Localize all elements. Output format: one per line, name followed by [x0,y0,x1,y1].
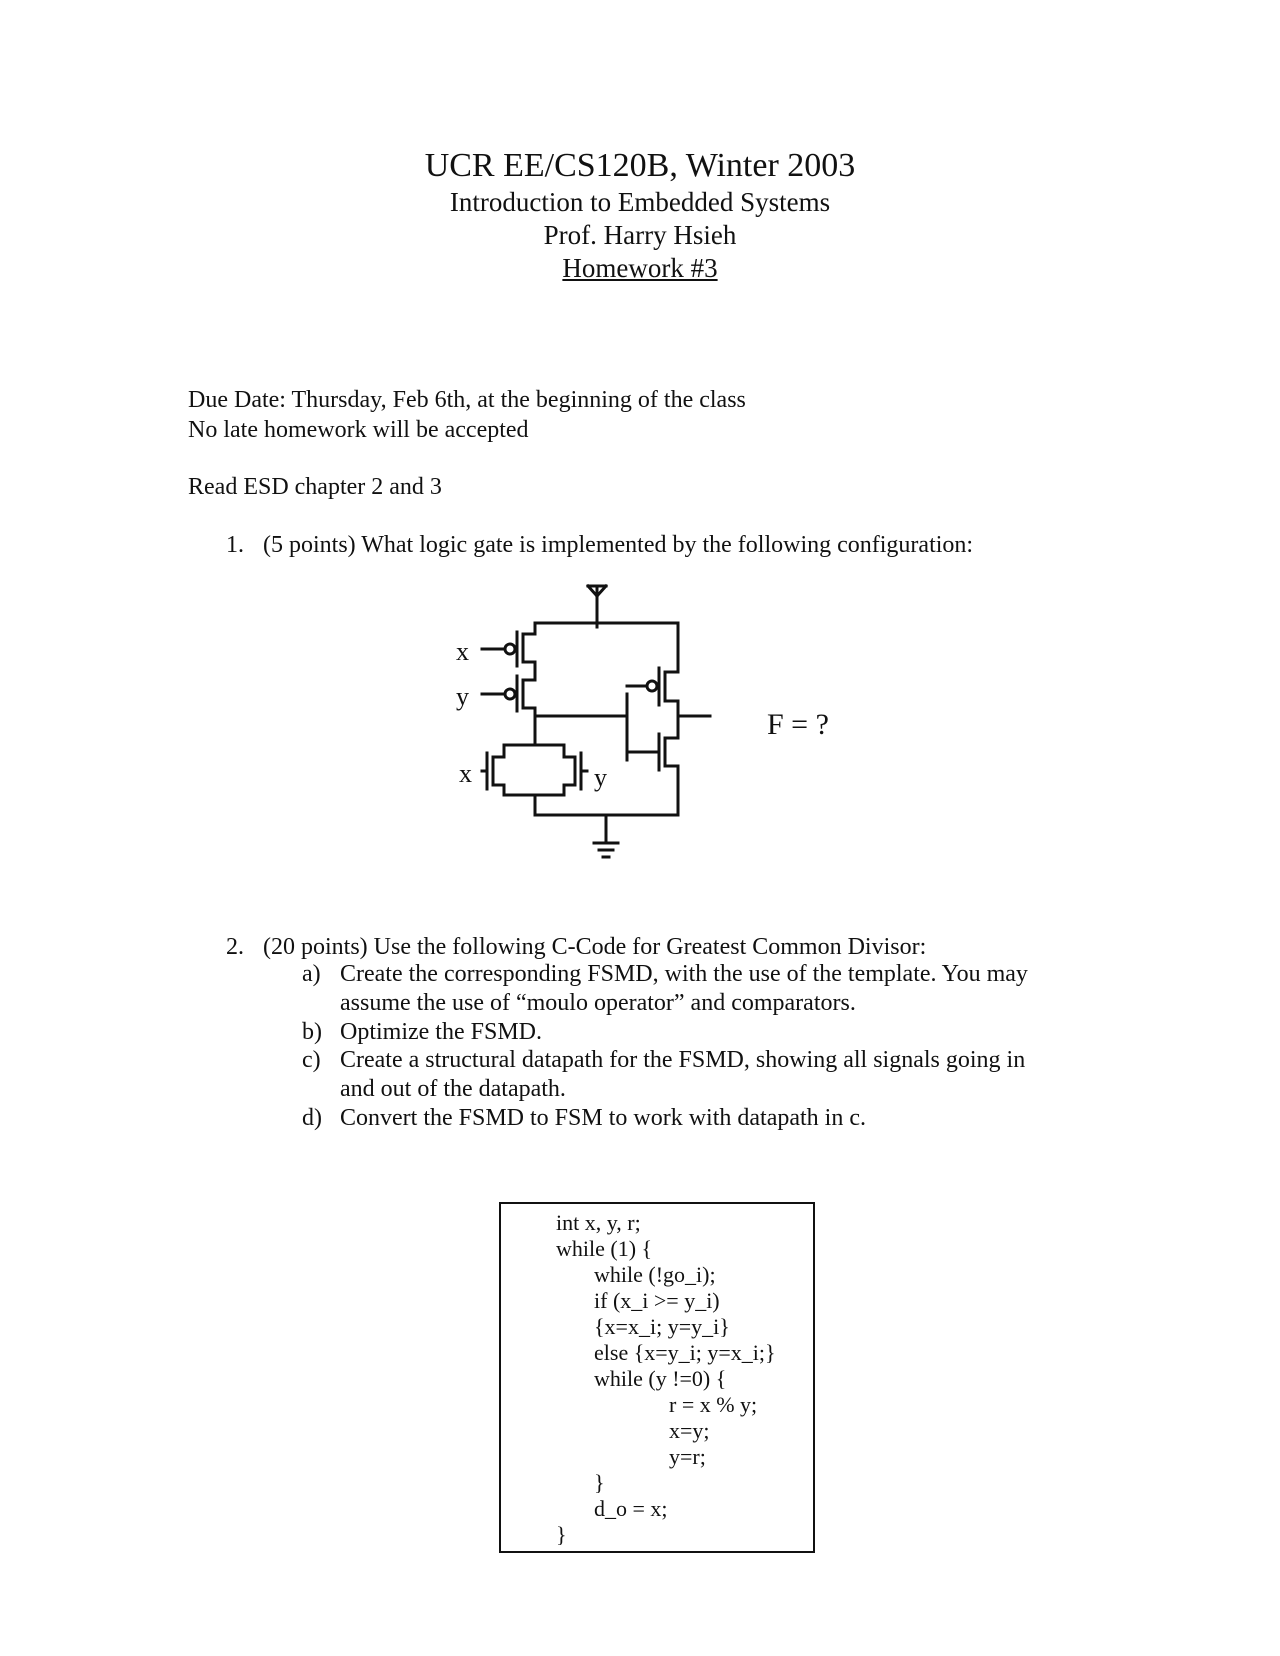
code-line: while (y !=0) { [594,1366,727,1391]
code-line: y=r; [669,1444,706,1469]
code-line: r = x % y; [669,1392,758,1417]
due-date: Due Date: Thursday, Feb 6th, at the beginning of the class [188,387,746,413]
subitem-text: Create a structural datapath for the FSMD, showing all signals going in and out of the datapath. [340,1047,1026,1102]
label-y-top: y [456,682,469,711]
label-x-bottom: x [459,759,472,788]
subitem-letter: d) [302,1105,322,1131]
question-1-number: 1. [226,532,244,558]
late-policy: No late homework will be accepted [188,417,529,443]
subitem-letter: b) [302,1019,322,1045]
subitem-b [302,1018,1062,1047]
document-header [0,146,1280,285]
course-name: Introduction to Embedded Systems [449,187,831,217]
subitem-a [302,960,1062,1018]
code-line: } [556,1522,567,1547]
code-line: if (x_i >= y_i) [594,1288,720,1313]
code-line: else {x=y_i; y=x_i;} [594,1340,776,1365]
reading-assignment: Read ESD chapter 2 and 3 [188,474,442,500]
subitem-letter: c) [302,1047,321,1073]
instructor-name: Prof. Harry Hsieh [543,220,737,250]
code-line: while (1) { [556,1236,653,1261]
subitem-letter: a) [302,961,321,987]
cmos-circuit-diagram [440,575,720,875]
code-line: while (!go_i); [594,1262,716,1287]
question-1-text: (5 points) What logic gate is implemented by the following configuration: [263,532,974,558]
subitem-text: Convert the FSMD to FSM to work with datapath in c. [340,1105,866,1131]
code-line: {x=x_i; y=y_i} [594,1314,730,1339]
subitem-text: Create the corresponding FSMD, with the use of the template. You may assume the use of “moulo operator” and comparators. [340,961,1028,1016]
assignment-title: Homework #3 [562,253,718,283]
gcd-code-box [499,1202,815,1553]
code-line: int x, y, r; [556,1210,641,1235]
label-x-top: x [456,637,469,666]
subitem-c [302,1046,1062,1104]
output-equation: F = ? [767,708,829,741]
course-title: UCR EE/CS120B, Winter 2003 [424,147,856,184]
code-line: x=y; [669,1418,710,1443]
question-2-text: (20 points) Use the following C-Code for Greatest Common Divisor: [263,934,927,960]
label-y-bottom: y [594,763,607,792]
subitem-text: Optimize the FSMD. [340,1019,542,1045]
subitem-d [302,1104,1062,1133]
code-line: d_o = x; [594,1496,668,1521]
question-2-number: 2. [226,934,244,960]
code-line: } [594,1470,605,1495]
